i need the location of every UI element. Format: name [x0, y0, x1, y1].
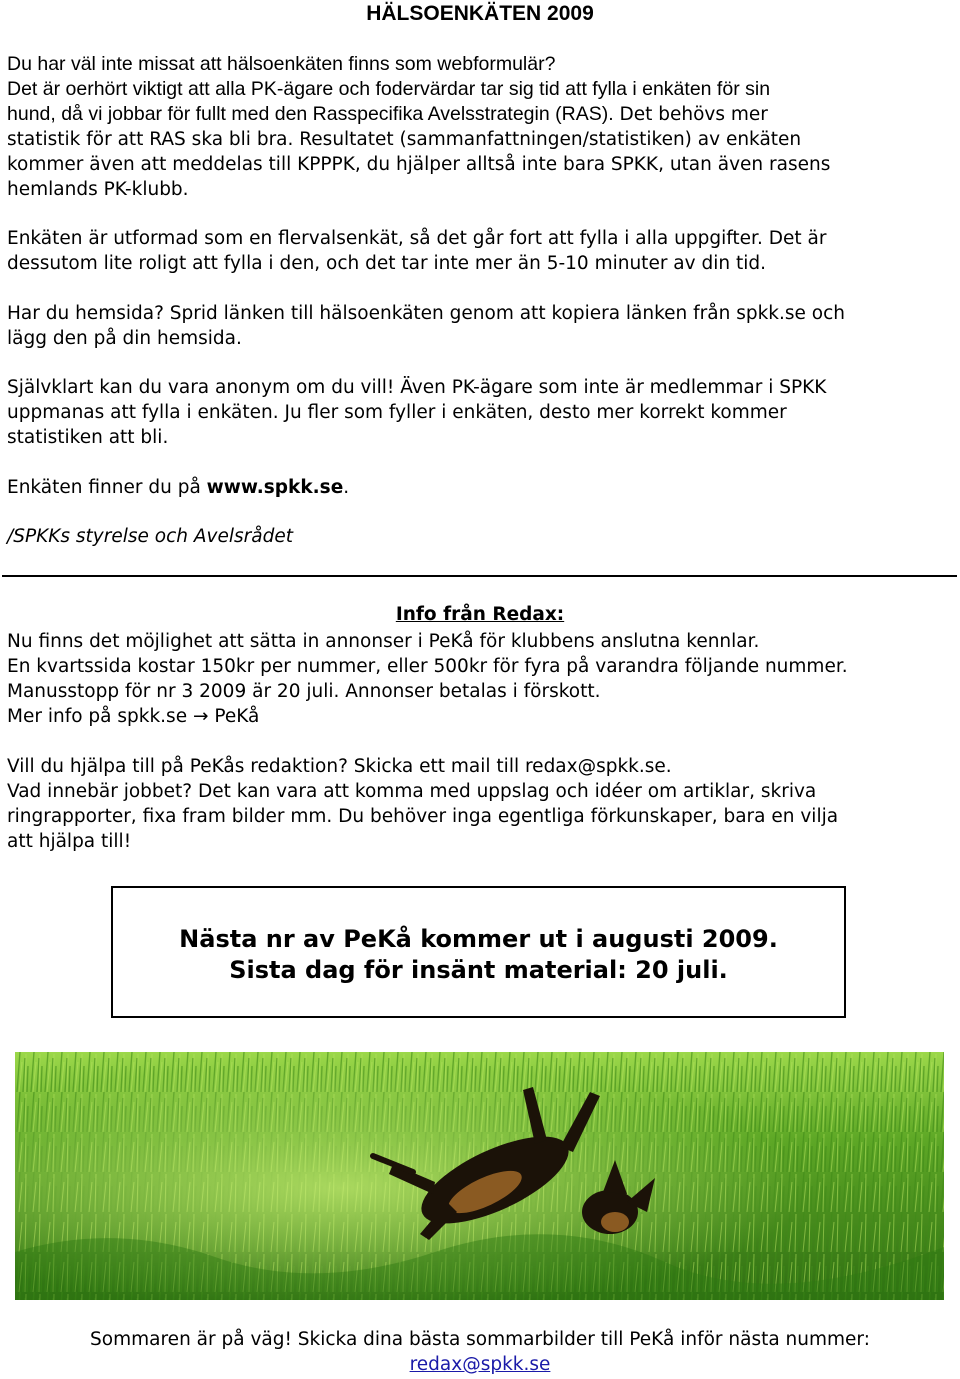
- ras-sentence: statistik för att RAS ska bli bra.: [7, 129, 294, 150]
- survey-location-suffix: .: [343, 477, 350, 498]
- info-heading: Info från Redax:: [395, 604, 565, 625]
- dog-in-grass-photo: [15, 1052, 944, 1300]
- intro-tail: Det behövs mer: [613, 104, 768, 125]
- dog-in-grass-image: [15, 1052, 944, 1300]
- signature: /SPKKs styrelse och Avelsrådet: [7, 526, 293, 547]
- help-line: att hjälpa till!: [7, 831, 132, 852]
- intro-paragraph: [7, 52, 770, 127]
- info-line: Mer info på spkk.se → PeKå: [7, 706, 260, 727]
- homepage-line: Har du hemsida? Sprid länken till hälsoenkäten genom att kopiera länken från spkk.se och: [7, 303, 846, 324]
- anonymous-paragraph: [7, 375, 826, 450]
- deadline-box: [111, 886, 846, 1018]
- deadline-line: Nästa nr av PeKå kommer ut i augusti 2009.: [179, 925, 778, 953]
- intro-line: [7, 102, 770, 127]
- intro-line: [7, 127, 830, 152]
- anonymous-line: statistiken att bli.: [7, 427, 169, 448]
- page-title: HÄLSOENKÄTEN 2009: [366, 2, 594, 25]
- info-paragraph: [7, 629, 848, 729]
- survey-location: [7, 475, 349, 500]
- survey-link[interactable]: www.spkk.se: [206, 477, 344, 498]
- intro-line: Du har väl inte missat att hälsoenkäten finns som webformulär?: [7, 53, 556, 75]
- info-line: Manusstopp för nr 3 2009 är 20 juli. Annonser betalas i förskott.: [7, 681, 601, 702]
- help-line: ringrapporter, fixa fram bilder mm. Du behöver inga egentliga förkunskaper, bara en vilja: [7, 806, 839, 827]
- deadline-line: Sista dag för insänt material: 20 juli.: [229, 956, 728, 984]
- footer: [0, 1327, 960, 1377]
- intro-line: Det är oerhört viktigt att alla PK-ägare och fodervärdar tar sig tid att fylla i enkäten för sin: [7, 78, 771, 100]
- intro-paragraph-cont: [7, 127, 830, 202]
- info-line: En kvartssida kostar 150kr per nummer, eller 500kr för fyra på varandra följande nummer.: [7, 656, 848, 677]
- intro-line-text: hund, då vi jobbar för fullt med den Rasspecifika Avelsstrategin (RAS).: [7, 103, 614, 125]
- divider: [2, 575, 957, 577]
- help-paragraph: [7, 754, 838, 854]
- result-sentence: Resultatet (sammanfattningen/statistiken) av enkäten: [293, 129, 802, 150]
- homepage-line: lägg den på din hemsida.: [7, 328, 242, 349]
- footer-text: Sommaren är på väg! Skicka dina bästa sommarbilder till PeKå inför nästa nummer:: [90, 1329, 870, 1350]
- format-line: Enkäten är utformad som en flervalsenkät, så det går fort att fylla i alla uppgifter. Det är: [7, 228, 827, 249]
- help-line: Vad innebär jobbet? Det kan vara att komma med uppslag och idéer om artiklar, skriva: [7, 781, 817, 802]
- intro-line: hemlands PK-klubb.: [7, 179, 189, 200]
- footer-email-link[interactable]: redax@spkk.se: [409, 1354, 551, 1375]
- survey-location-text: Enkäten finner du på: [7, 477, 207, 498]
- help-line: Vill du hjälpa till på PeKås redaktion? Skicka ett mail till redax@spkk.se.: [7, 756, 672, 777]
- anonymous-line: uppmanas att fylla i enkäten. Ju fler som fyller i enkäten, desto mer korrekt kommer: [7, 402, 787, 423]
- format-paragraph: [7, 226, 826, 276]
- intro-line: kommer även att meddelas till KPPPK, du hjälper alltså inte bara SPKK, utan även rasens: [7, 154, 831, 175]
- info-line: Nu finns det möjlighet att sätta in annonser i PeKå för klubbens anslutna kennlar.: [7, 631, 760, 652]
- anonymous-line: Självklart kan du vara anonym om du vill! Även PK-ägare som inte är medlemmar i SPKK: [7, 377, 827, 398]
- format-line: dessutom lite roligt att fylla i den, och det tar inte mer än 5-10 minuter av din tid.: [7, 253, 766, 274]
- homepage-paragraph: [7, 301, 845, 351]
